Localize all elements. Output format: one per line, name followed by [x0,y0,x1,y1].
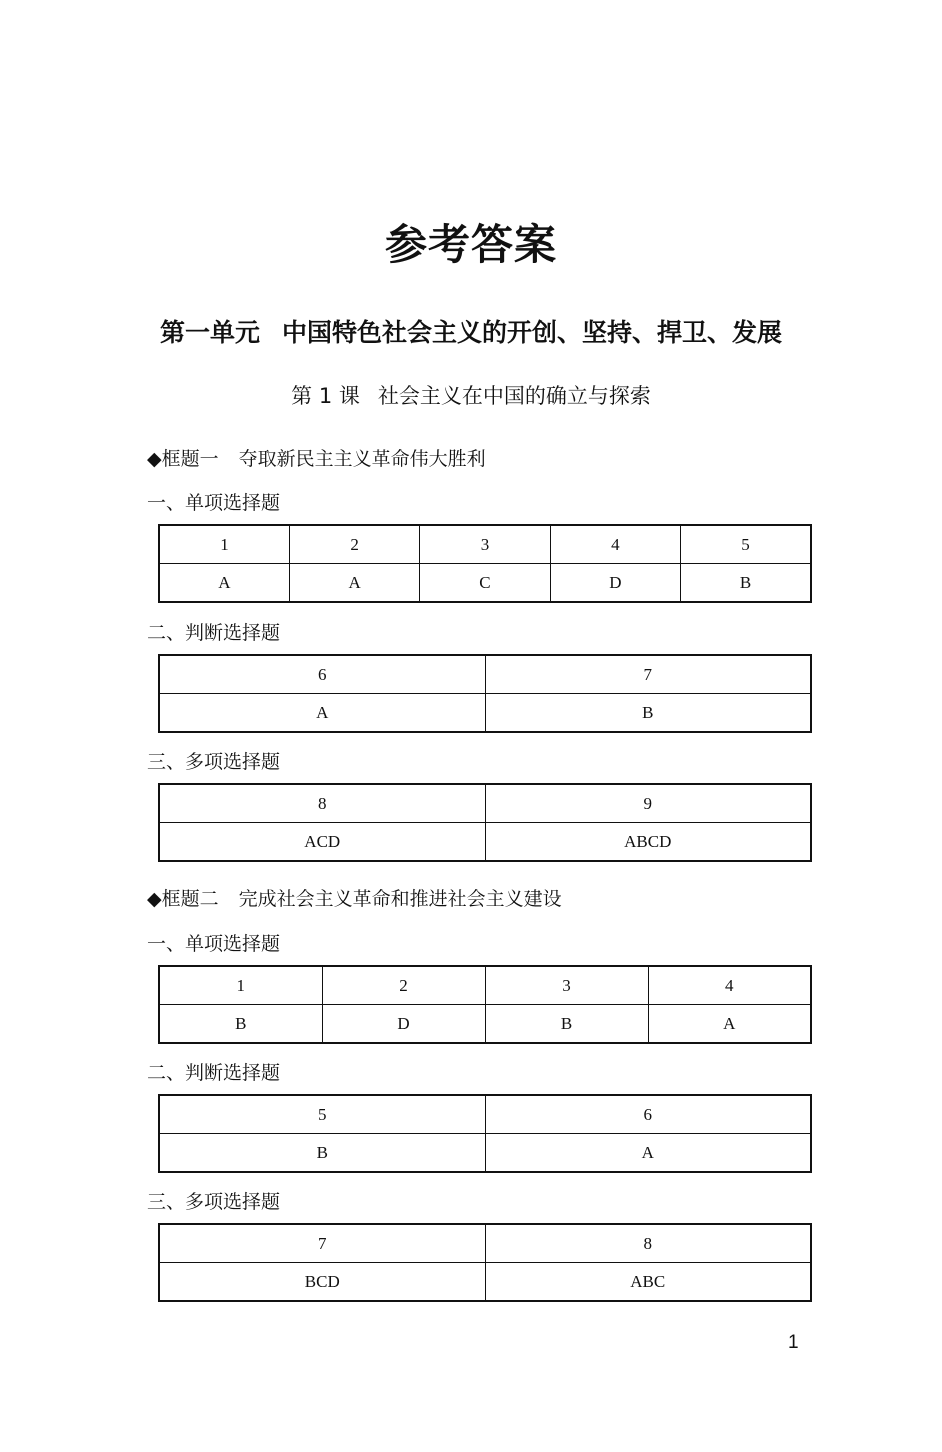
answer-table-multiple-choice [158,783,812,862]
answer-cell: B [485,694,811,733]
answer-cell: ABCD [485,823,811,862]
question-number: 9 [485,784,811,823]
table-row-answers [159,1005,811,1044]
question-number: 5 [681,525,811,564]
unit-name: 中国特色社会主义的开创、坚持、捍卫、发展 [282,318,783,347]
answer-cell: B [681,564,811,603]
table-row-answers [159,564,811,603]
lesson-label: 第 1 课 [291,384,360,408]
answer-cell: A [289,564,419,603]
answer-cell: A [159,564,289,603]
frame-label: 框题一 [161,448,219,470]
answer-cell: C [420,564,550,603]
page-number: 1 [788,1332,799,1353]
answer-cell: BCD [159,1263,485,1302]
answer-cell: D [322,1005,485,1044]
frame-heading-1 [147,444,486,471]
answer-table-single-choice [158,965,812,1044]
table-row-answers [159,694,811,733]
section-heading-single-choice: 一、单项选择题 [147,933,281,955]
answer-cell: B [159,1005,322,1044]
table-row-answers [159,1134,811,1173]
answer-table-multiple-choice [158,1223,812,1302]
question-number: 8 [159,784,485,823]
answer-cell: A [648,1005,811,1044]
section-heading-judgment: 二、判断选择题 [147,622,281,644]
answer-cell: B [159,1134,485,1173]
table-row-numbers [159,1095,811,1134]
table-row-numbers [159,525,811,564]
question-number: 3 [485,966,648,1005]
question-number: 6 [159,655,485,694]
diamond-icon: ◆ [147,448,162,470]
unit-label: 第一单元 [159,318,260,347]
answer-cell: ACD [159,823,485,862]
table-row-answers [159,823,811,862]
section-heading-judgment: 二、判断选择题 [147,1062,281,1084]
section-heading-multiple-choice: 三、多项选择题 [147,1191,281,1213]
question-number: 5 [159,1095,485,1134]
table-row-numbers [159,1224,811,1263]
frame-label: 框题二 [161,888,219,910]
answer-table-judgment [158,654,812,733]
frame-name: 夺取新民主主义革命伟大胜利 [238,448,486,470]
question-number: 6 [485,1095,811,1134]
unit-heading [0,313,942,349]
answer-cell: D [550,564,680,603]
question-number: 2 [289,525,419,564]
table-row-numbers [159,784,811,823]
frame-heading-2 [147,884,562,911]
table-row-answers [159,1263,811,1302]
answer-cell: B [485,1005,648,1044]
section-heading-multiple-choice: 三、多项选择题 [147,751,281,773]
answer-cell: A [159,694,485,733]
question-number: 1 [159,966,322,1005]
lesson-heading [0,380,942,410]
answer-table-judgment [158,1094,812,1173]
question-number: 1 [159,525,289,564]
question-number: 2 [322,966,485,1005]
answer-cell: ABC [485,1263,811,1302]
page-title: 参考答案 [384,220,557,269]
question-number: 7 [485,655,811,694]
section-heading-single-choice: 一、单项选择题 [147,492,281,514]
answer-cell: A [485,1134,811,1173]
question-number: 3 [420,525,550,564]
table-row-numbers [159,966,811,1005]
answer-table-single-choice [158,524,812,603]
question-number: 7 [159,1224,485,1263]
diamond-icon: ◆ [147,888,162,910]
lesson-name: 社会主义在中国的确立与探索 [377,384,651,408]
question-number: 4 [550,525,680,564]
question-number: 8 [485,1224,811,1263]
question-number: 4 [648,966,811,1005]
frame-name: 完成社会主义革命和推进社会主义建设 [238,888,562,910]
table-row-numbers [159,655,811,694]
